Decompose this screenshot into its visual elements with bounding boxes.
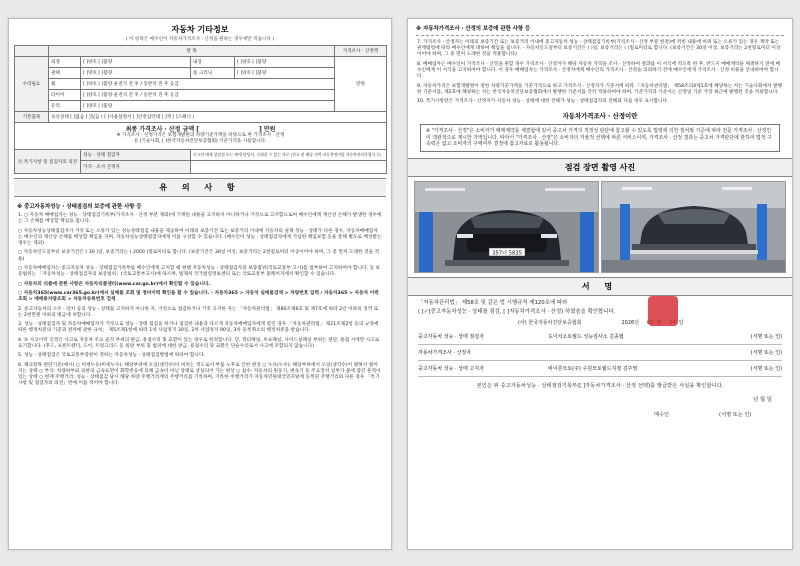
license-plate: 357너 5835: [492, 249, 522, 256]
signer-role: 중고자동차 성능 · 상태 고지자: [418, 365, 484, 372]
signer-row: [418, 361, 782, 377]
sign-org: (사) 한국자동차진단보증협회: [518, 320, 582, 327]
buyer-sign: (서명 또는 인): [719, 411, 752, 418]
repair-status: [ ]양호 [ ]불량 운전석 전 후 / 동반석 전 후 응급: [81, 90, 335, 101]
signer-name: [548, 349, 751, 356]
repair-price-unit: 만원: [335, 57, 387, 112]
sign-check: ( [✓]중고자동차성능 · 상태를 점검, [ ]자동차가격조사 · 산정) 하였음을 확인합니다.: [418, 309, 616, 316]
repair-status: [ ]양호 [ ]불량: [235, 68, 335, 79]
repair-status: [ ]양호 [ ]불량 운전석 전 후 / 동반석 전 후 응급: [81, 79, 335, 90]
list-item: 3. 성능 · 상태점검자 및 자동차매매업자가 거짓으로 성능 · 상태 점검을 하거나 점검한 내용과 다르게 자동차매매업자에게 알린 경우 「자동차관리법」 제21조제2항 등의 규정에 따른 행정처분의 기준과 절차에 관한 규칙」 제5조제1항에 따라 1차 사업정지 30일, 2차 사업정지 90일, 3차 등록취소의 행정처분을 받습니다.: [18, 322, 379, 334]
list-item: ○ 자동차성능상태점검자가 거짓 또는 오류가 있는 성능상태점검 내용을 제공하여 아래의 보증기간 또는 보증거리 이내에 자동차의 실제 성능 · 상태가 다른 경우, 자동차매매업자는 매수인의 재산상 손해를 배상할 책임을 지며, 자동차성능상태점검자에게 이를 구상할 수 있습니다. (매수인이 성능 · 상태점검자에게 가입한 책임보험 등을 통해 별도로 배상받는 경우는 제외): [18, 228, 382, 246]
price-guarantee-title: ※ 자동차가격조사 · 산정의 보증에 관한 사항 등: [416, 24, 784, 36]
other-info-table: [14, 45, 387, 174]
repair-status: [ ]양호 [ ]불량: [81, 68, 191, 79]
buyer-row: [424, 412, 776, 418]
repair-item: 외장: [49, 57, 81, 68]
signer-name: 도이치오토월드 성능검사소 김종협: [548, 333, 624, 340]
notice-list: [18, 213, 382, 388]
opinion-value: 중고차 매매 상담원 또는 판매 담당자, 신뢰할 수 있는 자로 (전국 및 해당 지역 자동차정비업 자동차관리사업자 등): [191, 150, 387, 161]
signer-name: 비이론모토(주) 수원모토월드지점 김주영: [548, 365, 638, 372]
opinion-key: 성능 · 상태 점검자: [81, 150, 191, 161]
repair-status: [ ]양호 [ ]불량: [235, 57, 335, 68]
photo-section-title: 점검 장면 촬영 사진: [408, 158, 792, 177]
left-page: [8, 18, 392, 550]
official-seal-stamp: [648, 296, 678, 326]
car-lift-photo: [602, 182, 785, 272]
signer-sign: (서명 또는 인): [750, 333, 782, 340]
list-item: 4. ⑤ 사고이력 인정은 사고로 자동차 주요 골격 부위의 판금, 용접수리 및 교환이 있는 경우로 한정합니다. 단, 쿼터패널, 루프패널, 사이드실패널 부위는 절단, 용접 시에만 사고로 표기합니다. (후드, 프론트펜더, 도어, 트렁크리드 등 외판 부위 및 범퍼에 대한 판금, 용접수리 및 교환은 단순수리로서 사고에 포함되지 않습니다): [18, 337, 380, 349]
sign-law: 「자동차관리법」 제58조 및 같은 법 시행규칙 제120조에 따라: [418, 299, 568, 306]
page-subtitle: ( 이 항목은 매수인이 자동차가격조사 · 산정을 원하는 경우에만 적습니다 ): [125, 37, 275, 42]
list-item: ○ 자동차인도일부터 보증기간은 ( 30 )일, 보증거리는 ( 2000 )킬로미터로 합니다. (보증기간은 30일 이상, 보증거리는 2천킬로미터 이상이어야 하며, 그 중 먼저 도래한 것을 적용): [18, 250, 380, 262]
col-item-header: 항 목: [49, 46, 335, 57]
receipt-statement: 본인은 위 중고자동차성능 · 상태점검기록부([ ]자동차가격조사 · 산정 선택)를 발급받은 사실을 확인합니다.: [476, 382, 724, 389]
table-corner: [15, 46, 49, 57]
basic-items-values: 보유상태 [ ]없음 [ ]있음 ( [ ]사용설명서 [ ]안전삼각대 [ ]잭 [ ]스패너 ): [49, 112, 387, 123]
sign-day-suffix: 일: [678, 320, 684, 327]
signer-sign: (서명 또는 인): [750, 365, 782, 372]
buyer-label: 매수인: [654, 411, 670, 418]
list-item: 6. 체크항목 판단기준(예시) ○ 미세누유(미세누수): 해당부위에 오일(냉각수)이 비치는 정도로서 부품 노후로 인한 현상 ○ 누유(누수): 해당부위에서 오일(냉각수)이 맺혀서 떨어지는 상태 ○ 부식: 차량하부와 외판의 금속표면이 화학반응에 의해 금속이 아닌 상태로 상실되어 가는 현상 ○ 침수: 자동차의 원동기, 변속기 등 주요장치 일부가 물에 잠긴 흔적이 있는 상태 ○ 현재 주행거리: 성능 · 상태점검 당시 해당 차량 주행거리계의 주행거리를 기록하며, 기록한 주행거리가 자동차민원대국민포털에 등록된 주행거리와 다른 경우 「특기사항 및 점검자의 의견」란에 이를 적어야 합니다.: [18, 362, 381, 387]
repair-status: [ ]양호 [ ]불량: [81, 57, 191, 68]
list-item: 7. 가격조사 · 산정자는 아래의 보증기간 또는 보증거리 이내에 중고자동차 성능 · 상태점검기록부(가격조사 · 산정 부분 한정)에 적힌 내용에 허위 또는 오류가 있는 경우 계약 또는 관계법령에 따라 매수인에게 대하여 책임을 집니다. - 자동차인도일부터 보증기간은 ( )일, 보증거리는 ( )킬로미터로 합니다. (보증기간은 30일 이상, 보증거리는 2천킬로미터 이상이어야 하며, 그 중 먼저 도래한 것을 적용합니다): [417, 40, 781, 58]
sign-statement: [418, 300, 782, 327]
car-front-photo: [415, 182, 598, 272]
notice-subtitle: ※ 중고자동차성능 · 상태점검의 보증에 관한 사항 등: [17, 204, 142, 210]
price-definition-heading: 자동차가격조사 · 산정이란: [562, 112, 638, 121]
final-price-cell: 최종 가격조사 · 산정 금액 [ ] 만원 ※ 가격조사 · 산정가격은 보험개발원의 차량기준가액을 바탕으로 한 가격조사 · 산정 ([ ]기술사회, [ ]한국자동차진단보증협회) 기준가격을 사용합니다.: [15, 123, 387, 150]
repair-item: 타이어: [49, 90, 81, 101]
sign-year: 2026년: [621, 320, 640, 327]
price-guarantee-list: [417, 40, 783, 105]
repair-item: 유리: [49, 101, 81, 112]
repair-status: [ ]양호 [ ]불량: [81, 101, 335, 112]
list-item: 8. 매매업자는 매수인이 가격조사 · 산정을 원할 경우 가격조사 · 산정자가 해당 자동차 가격을 조사 · 산정하여 결과를 이 서식에 적도록 한 후, 반드시 매매계약을 체결하기 전에 매수인에게 이 서식을 고지하여야 합니다. 이 경우 매매업자는 가격조사 · 산정자에게 매수인의 가격조사 · 산정을 의뢰하기 전에 매수인에게 가격조사 · 산정 비용을 안내하여야 합니다.: [417, 61, 781, 80]
final-price-note1: ※ 가격조사 · 산정가격은 보험개발원의 차량기준가액을 바탕으로 한 가격조사 · 산정: [116, 133, 285, 138]
repair-item: 내장: [191, 57, 235, 68]
basic-items-label: 기본품목: [15, 112, 49, 123]
opinion-key: 가격 · 조사 산정자: [81, 161, 191, 174]
list-item: 5. 성능 · 상태점검은 국토교통부장관이 정하는 자동차성능 · 상태점검방법에 따라야 합니다.: [18, 353, 205, 359]
signer-role: 자동차가격조사 · 산정자: [418, 349, 472, 356]
inspection-photos: [408, 177, 792, 277]
final-price-note2: ([ ]기술사회, [ ]한국자동차진단보증협회) 기준가격을 사용합니다.: [134, 139, 267, 144]
price-definition-box: [420, 124, 780, 151]
final-price-unit: 만원: [263, 126, 276, 133]
sign-org-date: [418, 320, 782, 326]
page-title: 자동차 기타정보: [171, 25, 229, 34]
repair-item: 휠: [49, 79, 81, 90]
list-item: ○ 자동차의 리콜에 관한 사항은 자동차리콜센터(www.car.go.kr)에서 확인할 수 있습니다.: [18, 281, 211, 287]
list-item: 2. 중고자동차의 구조 · 장치 등의 성능 · 상태를 고지하지 아니한 자, 거짓으로 점검하거나 거짓 고지한 자는 「자동차관리법」 제80조제6호 및 제7호에 따라 2년 이하의 징역 또는 2천만원 이하의 벌금에 처합니다.: [18, 306, 379, 318]
right-page: [407, 18, 793, 550]
signer-sign: (서명 또는 인): [750, 349, 782, 356]
repair-item: 룸 크리닝: [191, 68, 235, 79]
repair-label: 수리필요: [15, 57, 49, 112]
list-item: 10. 특기사항란은 가격조사 · 산정자가 자동차 성능 · 상태에 대한 견해가 성능 · 상태점검자의 견해와 다를 경우 표시합니다.: [417, 99, 669, 105]
opinion-value: [191, 161, 387, 174]
price-definition-text: ※ "가격조사 · 산정"은 소비자가 매매계약을 체결함에 있어 중고차 가격의 적정성 판단에 참고할 수 있도록 법령에 의한 절차와 기준에 따라 전문 가격조사 · 산정인이 객관적으로 제시한 가액입니다. 따라서 "가격조사 · 산정"은 소비자의 자율적 선택에 따른 서비스이며, 가격조사 · 산정 결과는 중고차 가격판단에 관하여 법적 구속력은 없고 소비자의 구매여부 결정에 참고자료로 활용됩니다.: [426, 128, 772, 148]
col-price-header: 가격조사 · 산정액: [335, 46, 387, 57]
repair-item: 광택: [49, 68, 81, 79]
signer-row: [418, 329, 782, 345]
receipt-date: 년 월 일: [752, 397, 772, 404]
list-item: ○ 자동차매매업자는 중고자동차 성능 · 상태점검기록부를 매수인에게 고지할 때 현행 자동차성능 · 상태점검자의 보증범위(국토교통부 고시)를 첨부하여 고지하여야 합니다. 동 보증범위는 「자동차성능 · 상태점검자의 보증범위」(국토교통부고시)에 따르며, 법제처 국가법령정보센터 또는 국토교통부 홈페이지에서 확인할 수 있습니다.: [18, 265, 381, 278]
notice-section-title: 유 의 사 항: [14, 178, 386, 197]
sign-section-title: 서 명: [408, 277, 792, 296]
signer-role: 중고자동차 성능 · 상태 점검자: [418, 333, 484, 340]
signer-row: [418, 345, 782, 361]
opinion-label: ⑫ 특기사항 및 점검자의 의견: [15, 150, 81, 174]
list-item: 9. 자동차가격은 보험개발원이 정한 차량기준가액을 기준가격으로 하고 가격조사 · 산정자가 기준서에 따라 「자동차관리법」 제58조의4제1호에 해당하는 자는 기술사회에서 발행한 기준서를, 제2호에 해당하는 자는 한국자동차진단보증협회에서 발행한 기준서를 각각 적용하여야 하며, 기준가격과 기준서는 산정일 기준 가장 최근에 발행된 것을 적용합니다.: [417, 83, 783, 95]
final-price-label: 최종 가격조사 · 산정 금액: [125, 126, 195, 133]
list-item: ○ 자동차365(www.car365.go.kr)에서 실매물 조회 및 정비이력 확인을 할 수 있습니다. - 자동차365 > 자동차 실매물검색 > 차량번호 입력 / 자동차365 > 자동차 이력조회 > 매매용자량조회 > 자동차등록번호 검색: [18, 290, 379, 303]
inspection-photo-front: [414, 181, 599, 273]
list-item: 1. ○ 자동차 매매업자는 성능 · 상태점검기록부(가격조사 · 산정 부분 제외)에 기재된 내용을 고지하지 아니하거나 거짓으로 고지함으로써 매수인에게 재산상 손해가 발생한 경우에는 그 손해를 배상할 책임을 집니다.: [18, 213, 382, 225]
inspection-photo-lift: [601, 181, 786, 273]
